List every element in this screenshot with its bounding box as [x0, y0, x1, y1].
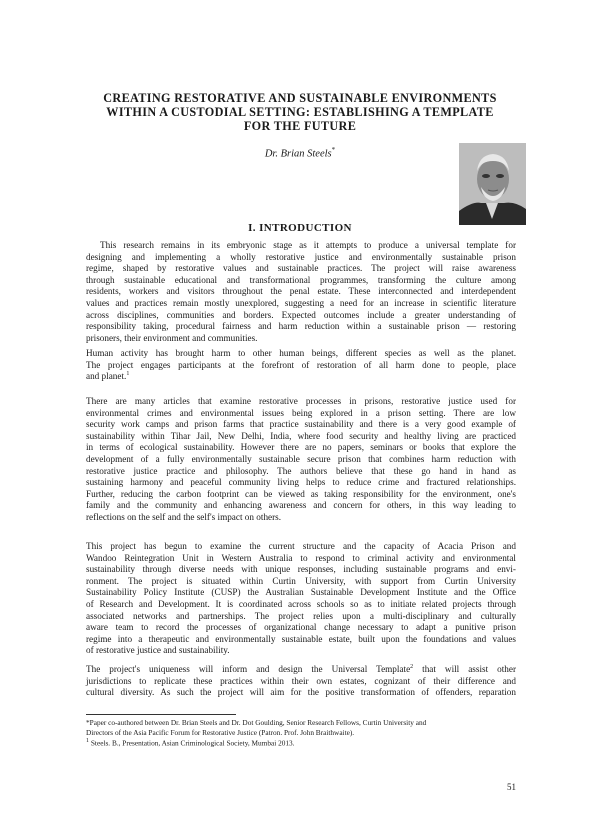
paragraph-2 — [86, 348, 516, 383]
text-line: across disciplines, communities and borders. Expected outcomes include a greater understanding of — [86, 309, 516, 320]
text-line: The project engages participants at the forefront of restoration of all harm done to people, place — [86, 359, 516, 370]
text-line: This research remains in its embryonic stage as it attempts to produce a universal template for — [100, 240, 516, 250]
text-line: aware team to record the processes of organizational change necessary to adapt a punitive prison — [86, 622, 516, 633]
text-line: sustaining harmony and peaceful community living helps to reduce crime and fractured relationships. — [86, 477, 516, 488]
text-line: sustainability within Tihar Jail, New Delhi, India, where food security and healthy living are practiced — [86, 430, 516, 441]
text-line: Further, reducing the carbon footprint can be viewed as taking responsibility for the environment, one's — [86, 488, 516, 499]
text-line: Wandoo Reintegration Unit in Western Australia to respond to criminal activity and environmental — [86, 552, 516, 563]
text-line: prisoners, their environment and communities. — [86, 332, 258, 343]
text-line: regime, shaped by restorative values and sustainable practices. The project will raise awareness — [86, 263, 516, 274]
author-name: Dr. Brian Steels — [264, 148, 332, 160]
text-line: in terms of ecological sustainability. However there are no papers, seminars or books that explore the — [86, 442, 516, 453]
footnote-line: *Paper co-authored between Dr. Brian Steels and Dr. Dot Goulding, Senior Research Fellows, Curtin University and — [86, 718, 427, 727]
footnote-number: 1 — [86, 738, 90, 745]
footnote-text: Steels. B., Presentation, Asian Criminological Society, Mumbai 2013. — [90, 738, 295, 748]
paragraph-4 — [86, 541, 516, 657]
footnote-divider — [86, 714, 236, 715]
text-line: reflections on the self and the self's impact on others. — [86, 511, 282, 522]
text-line: of restorative justice and sustainability. — [86, 645, 230, 656]
text-line: ronment. The project is situated within Curtin University, with support from Curtin University — [86, 575, 516, 586]
text-line: through sustainable educational and transformational programmes, transforming the culture among — [86, 274, 516, 285]
author-portrait-icon — [459, 143, 526, 225]
title-line: CREATING RESTORATIVE AND SUSTAINABLE ENVIRONMENTS — [103, 91, 497, 105]
footnotes — [86, 718, 516, 748]
text-line: security work camps and prison farms that practice sustainability and there is a very good example of — [86, 419, 516, 430]
text-line: jurisdictions to replicate these practices within their own estates, cognizant of their difference and — [86, 675, 516, 686]
text-line: Sustainability Policy Institute (CUSP) the Australian Sustainable Development Institute and the Office — [86, 587, 516, 598]
text-line: associated networks and partnerships. The project relies upon a multi-disciplinary and culturally — [86, 610, 516, 621]
author-line — [200, 146, 400, 160]
text-line: Human activity has brought harm to other human beings, different species as well as the planet. — [86, 348, 516, 358]
text-line — [86, 371, 516, 383]
text-line — [86, 664, 516, 676]
title-line: FOR THE FUTURE — [243, 119, 357, 133]
text-line: regime into a therapeutic and environmentally sustainable estate, built upon the foundations and values — [86, 633, 516, 644]
text-line: development of a fully environmentally sustainable secure prison that combines harm reduction with — [86, 453, 516, 464]
text-run: The project's uniqueness will inform and design the Universal Template — [86, 664, 411, 674]
paragraph-5 — [86, 664, 516, 699]
text-line: This project has begun to examine the current structure and the capacity of Acacia Prison and — [86, 541, 516, 551]
text-line: sustainability through diverse needs with unique responses, including sustainable programs and envi- — [86, 564, 516, 575]
author-footnote-marker: * — [331, 146, 336, 154]
paragraph-3 — [86, 396, 516, 524]
text-line: family and the community and enhancing awareness and concern for others, in this way leading to — [86, 500, 516, 511]
footnote-ref: 2 — [410, 663, 414, 670]
text-line: environmental crimes and environmental issues being explored in a prison setting. There are low — [86, 407, 516, 418]
footnote-line — [86, 737, 516, 748]
title-line: WITHIN A CUSTODIAL SETTING: ESTABLISHING A TEMPLATE — [106, 105, 494, 119]
paragraph-1 — [86, 240, 516, 344]
section-heading: I. INTRODUCTION — [248, 222, 352, 234]
text-line: residents, workers and visitors throughout the penal estate. These interconnected and interdependent — [86, 286, 516, 297]
text-line: cultural diversity. As such the project will aim for the positive transformation of offenders, reparation — [86, 687, 516, 698]
text-line: designing and implementing a wholly restorative justice and environmentally sustainable prison — [86, 251, 516, 262]
text-line: There are many articles that examine restorative processes in prisons, restorative justice used for — [86, 396, 516, 406]
page-number: 51 — [507, 782, 516, 792]
text-run: and planet. — [86, 371, 127, 382]
paper-title — [90, 91, 510, 133]
author-portrait-photo — [459, 143, 526, 225]
footnote-line: Directors of the Asia Pacific Forum for Restorative Justice (Patron. Prof. John Braithwaite). — [86, 727, 355, 737]
text-run: that will assist other — [413, 664, 516, 674]
text-line: of Research and Development. It is coordinated across schools so as to initiate related projects through — [86, 598, 516, 609]
text-line: responsibility taking, procedural fairness and harm reduction within a sustainable prison — restoring — [86, 321, 516, 332]
footnote-ref: 1 — [126, 371, 130, 378]
text-line: values and practices remain mostly unexplored, suggesting a need for an increase in scientific literature — [86, 297, 516, 308]
text-line: restorative justice practice and philosophy. The authors believe that these go hand in hand as — [86, 465, 516, 476]
